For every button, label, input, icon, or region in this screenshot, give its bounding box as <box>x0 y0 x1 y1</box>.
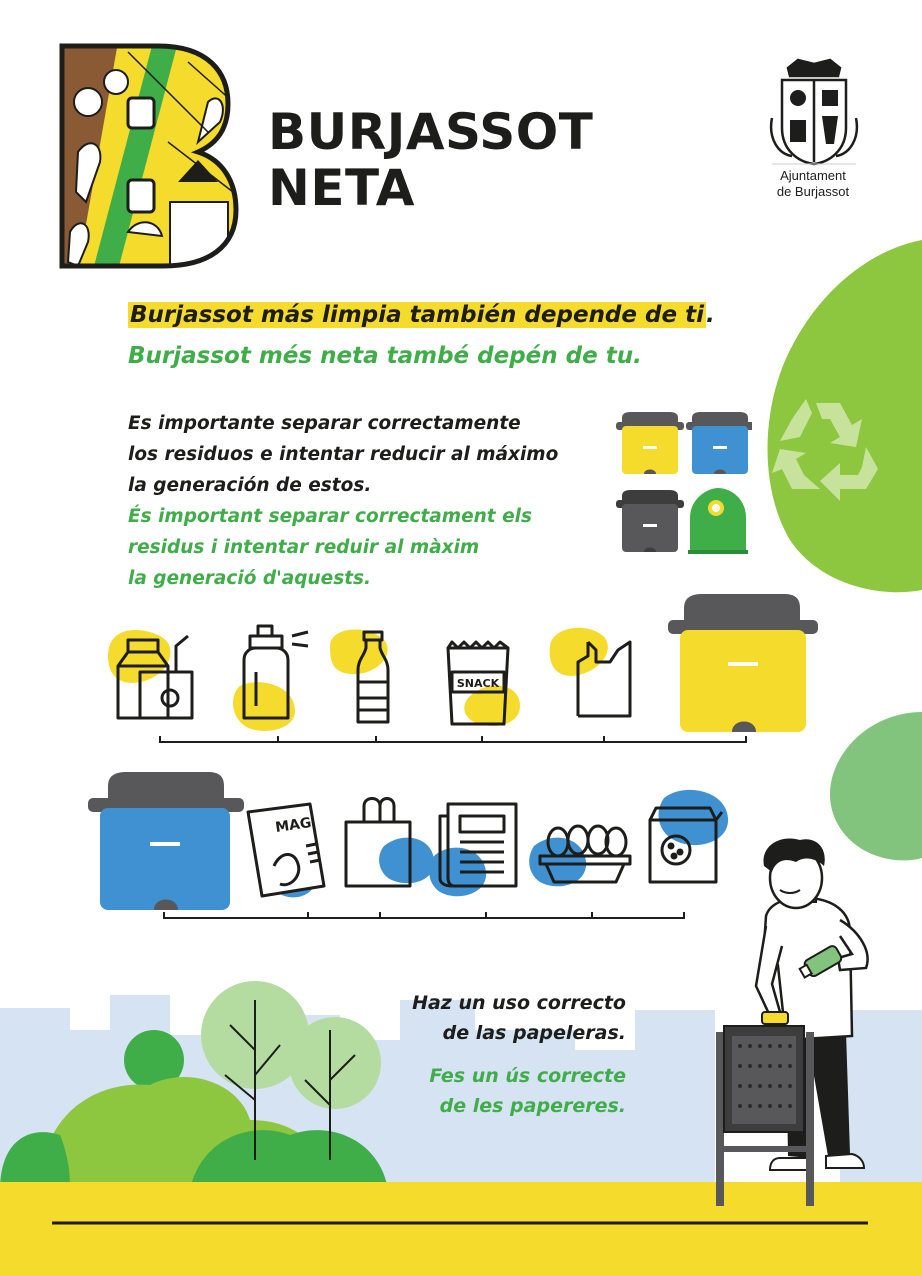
intro-spanish-line: la generación de estos. <box>128 475 372 496</box>
message-spanish-line: Haz un uso correcto <box>412 992 626 1014</box>
bin-blue-large-icon <box>88 772 244 910</box>
snack-label: SNACK <box>456 677 500 690</box>
message-spanish <box>326 988 626 1048</box>
ajuntament-caption <box>758 168 868 200</box>
ajuntament-caption-line-1: Ajuntament <box>780 168 846 183</box>
bin-grey-icon <box>616 490 684 552</box>
intro-valencian <box>128 501 608 594</box>
bin-yellow-icon <box>616 412 684 474</box>
message-valencian-line: Fes un ús correcte <box>429 1065 626 1087</box>
campaign-title <box>268 104 593 216</box>
bin-yellow-large-icon <box>668 594 818 732</box>
title-line-2: NETA <box>268 159 415 217</box>
slogan-valencian: Burjassot més neta també depén de tu. <box>128 343 642 369</box>
person-with-bin-illustration <box>700 836 900 1206</box>
blue-bin-items <box>84 766 744 926</box>
igloo-green-icon <box>688 488 748 554</box>
message-valencian-line: de les papereres. <box>439 1095 626 1117</box>
intro-valencian-line: residus i intentar reduir al màxim <box>128 537 480 558</box>
blue-row-connector <box>164 912 684 918</box>
litter-bin-icon <box>716 1012 814 1206</box>
intro-spanish-line: Es importante separar correctamente <box>128 413 521 434</box>
intro-spanish <box>128 408 608 501</box>
b-logo-illustration <box>58 42 240 270</box>
slogan-spanish-end: . <box>705 302 715 328</box>
magazine-label: MAG <box>274 815 313 836</box>
ajuntament-crest-logo <box>768 58 860 166</box>
slogan-spanish-highlight: Burjassot más limpia también depende de ti <box>130 302 704 328</box>
intro-valencian-line: És important separar correctament els <box>128 506 532 527</box>
bins-group <box>612 410 752 556</box>
yellow-bin-items <box>100 586 820 746</box>
slogan-spanish <box>128 302 715 328</box>
ajuntament-caption-line-2: de Burjassot <box>776 184 850 199</box>
intro-valencian-line: la generació d'aquests. <box>128 568 372 589</box>
message-valencian <box>326 1061 626 1121</box>
yellow-row-connector <box>160 736 746 742</box>
message-spanish-line: de las papeleras. <box>442 1022 626 1044</box>
bin-blue-icon <box>686 412 752 474</box>
intro-spanish-line: los residuos e intentar reducir al máximo <box>128 444 559 465</box>
title-line-1: BURJASSOT <box>268 103 594 161</box>
